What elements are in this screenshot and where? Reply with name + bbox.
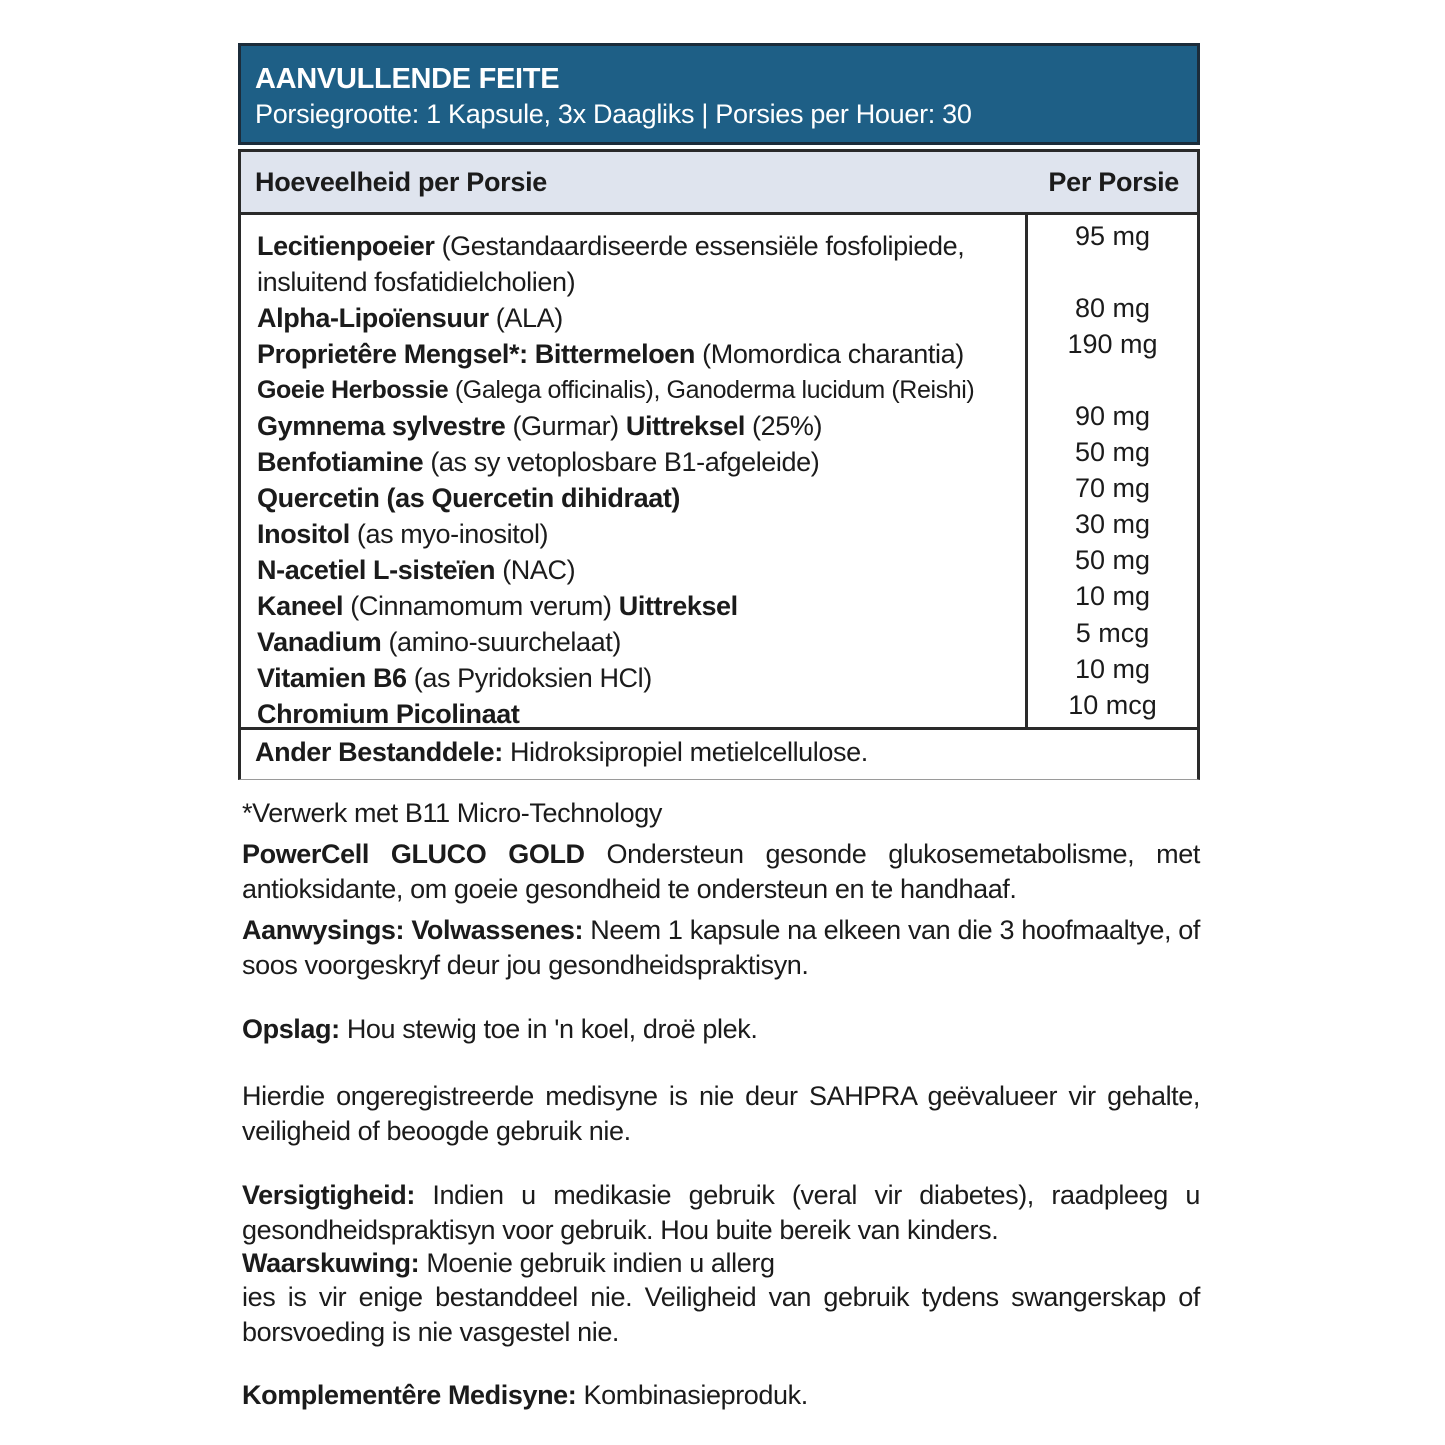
ingredient-names-column bbox=[241, 215, 1028, 727]
other-ingredients bbox=[238, 730, 1200, 780]
ingredient-amount: 10 mg bbox=[1074, 654, 1151, 684]
product-description-text: Ondersteun gesonde glukosemetabolisme, met antioksidante, om goeie gesondheid te ondersteun en te handhaaf. bbox=[242, 839, 1200, 904]
sahpra-disclaimer bbox=[242, 1079, 1200, 1149]
ingredient-name: Gymnema sylvestre bbox=[257, 411, 506, 441]
ingredient-row bbox=[257, 696, 1025, 732]
ingredient-row bbox=[257, 228, 1025, 264]
ingredient-name: Quercetin (as Quercetin dihidraat) bbox=[257, 483, 681, 513]
ingredient-name: Uittreksel bbox=[625, 411, 745, 441]
supplement-facts-panel bbox=[238, 43, 1200, 780]
caution-text: Indien u medikasie gebruik (veral vir diabetes), raadpleeg u gesondheidspraktisyn voor gebruik. Hou buite bereik van kinders. bbox=[242, 1180, 1200, 1245]
ingredient-row bbox=[257, 480, 1025, 516]
warning-continued bbox=[242, 1280, 1200, 1350]
ingredient-row bbox=[257, 516, 1025, 552]
ingredient-detail: (amino-suurchelaat) bbox=[381, 627, 621, 657]
ingredient-amount: 95 mg bbox=[1074, 221, 1151, 251]
ingredient-detail: (as myo-inositol) bbox=[349, 519, 549, 549]
ingredient-table bbox=[238, 215, 1200, 730]
ingredient-name: Vanadium bbox=[257, 627, 382, 657]
serving-info: Porsiegrootte: 1 Kapsule, 3x Daagliks | Porsies per Houer: 30 bbox=[255, 99, 972, 129]
warning bbox=[242, 1246, 1200, 1281]
ingredient-name: Inositol bbox=[257, 519, 350, 549]
ingredient-amount: 190 mg bbox=[1067, 329, 1158, 359]
ingredient-detail: (25%) bbox=[744, 411, 823, 441]
facts-header bbox=[238, 43, 1200, 145]
ingredient-amount: 10 mcg bbox=[1068, 690, 1157, 720]
ingredient-detail: (NAC) bbox=[495, 555, 576, 585]
ingredient-detail: (as Pyridoksien HCl) bbox=[406, 663, 652, 693]
ingredient-row bbox=[257, 444, 1025, 480]
caution-label: Versigtigheid: bbox=[242, 1180, 415, 1210]
directions bbox=[242, 913, 1200, 983]
column-header-per-serving: Per Porsie bbox=[1048, 166, 1179, 197]
ingredient-detail: (Galega officinalis), Ganoderma lucidum (Reishi) bbox=[448, 376, 975, 404]
ingredient-row bbox=[257, 336, 1025, 372]
ingredient-name: Proprietêre Mengsel*: Bittermeloen bbox=[257, 339, 696, 369]
warning-label: Waarskuwing: bbox=[242, 1248, 420, 1278]
column-header-amount: Hoeveelheid per Porsie bbox=[255, 166, 548, 197]
ingredient-detail: (Momordica charantia) bbox=[695, 339, 964, 369]
ingredient-detail: (Gurmar) bbox=[505, 411, 626, 441]
other-ingredients-text: Hidroksipropiel metielcellulose. bbox=[502, 737, 868, 767]
ingredient-amount: 80 mg bbox=[1074, 293, 1151, 323]
ingredient-row bbox=[257, 552, 1025, 588]
directions-label: Aanwysings: Volwassenes: bbox=[242, 915, 584, 945]
ingredient-row bbox=[257, 660, 1025, 696]
storage-text: Hou stewig toe in 'n koel, droë plek. bbox=[339, 1014, 758, 1044]
ingredient-detail: (as sy vetoplosbare B1-afgeleide) bbox=[423, 447, 820, 477]
ingredient-name: Goeie Herbossie bbox=[257, 376, 449, 404]
ingredient-amount: 5 mcg bbox=[1075, 618, 1150, 648]
ingredient-row bbox=[257, 588, 1025, 624]
ingredient-row bbox=[257, 624, 1025, 660]
ingredient-amount: 50 mg bbox=[1074, 545, 1151, 575]
ingredient-amount: 50 mg bbox=[1074, 437, 1151, 467]
ingredient-name: Alpha-Lipoïensuur bbox=[257, 303, 489, 333]
ingredient-name: Chromium Picolinaat bbox=[257, 699, 520, 729]
storage bbox=[242, 1012, 1200, 1047]
ingredient-detail: (ALA) bbox=[488, 303, 563, 333]
ingredient-amount: 70 mg bbox=[1074, 473, 1151, 503]
facts-title: AANVULLENDE FEITE bbox=[255, 63, 560, 95]
caution bbox=[242, 1178, 1200, 1248]
warning-text-part1: Moenie gebruik indien u allerg bbox=[419, 1248, 775, 1278]
ingredient-name: Kaneel bbox=[257, 591, 344, 621]
ingredient-amount: 30 mg bbox=[1074, 509, 1151, 539]
ingredient-row bbox=[257, 300, 1025, 336]
other-ingredients-label: Ander Bestanddele: bbox=[255, 737, 503, 767]
ingredient-row bbox=[257, 372, 1025, 408]
directions-text: Neem 1 kapsule na elkeen van die 3 hoofmaaltye, of soos voorgeskryf deur jou gesondheidspraktisyn. bbox=[242, 915, 1200, 980]
ingredient-amount: 10 mg bbox=[1074, 581, 1151, 611]
ingredient-amounts-column bbox=[1028, 215, 1197, 727]
ingredient-detail: (Cinnamomum verum) bbox=[343, 591, 619, 621]
storage-label: Opslag: bbox=[242, 1014, 340, 1044]
column-header-row bbox=[238, 149, 1200, 215]
warning-text-part2: ies is vir enige bestanddeel nie. Veiligheid van gebruik tydens swangerskap of borsvoeding is nie vasgestel nie. bbox=[242, 1282, 1200, 1347]
ingredient-amount: 90 mg bbox=[1074, 401, 1151, 431]
ingredient-detail: (Gestandaardiseerde essensiële fosfolipiede, bbox=[434, 231, 965, 261]
ingredient-name: Benfotiamine bbox=[257, 447, 424, 477]
ingredient-name: Vitamien B6 bbox=[257, 663, 407, 693]
product-description bbox=[242, 837, 1200, 907]
ingredient-name: Lecitienpoeier bbox=[257, 231, 435, 261]
ingredient-row bbox=[257, 408, 1025, 444]
complementary-medicine bbox=[242, 1378, 1200, 1413]
disclaimer-text: Hierdie ongeregistreerde medisyne is nie deur SAHPRA geëvalueer vir gehalte, veiligheid of beoogde gebruik nie. bbox=[242, 1081, 1200, 1146]
footnote bbox=[242, 796, 1200, 831]
ingredient-name: N-acetiel L-sisteïen bbox=[257, 555, 496, 585]
complementary-label: Komplementêre Medisyne: bbox=[242, 1380, 577, 1410]
complementary-text: Kombinasieproduk. bbox=[576, 1380, 808, 1410]
product-name: PowerCell GLUCO GOLD bbox=[242, 839, 585, 869]
ingredient-name: Uittreksel bbox=[618, 591, 738, 621]
ingredient-row bbox=[257, 264, 1025, 300]
footnote-text: *Verwerk met B11 Micro-Technology bbox=[242, 798, 662, 828]
ingredient-detail: insluitend fosfatidielcholien) bbox=[257, 267, 576, 297]
